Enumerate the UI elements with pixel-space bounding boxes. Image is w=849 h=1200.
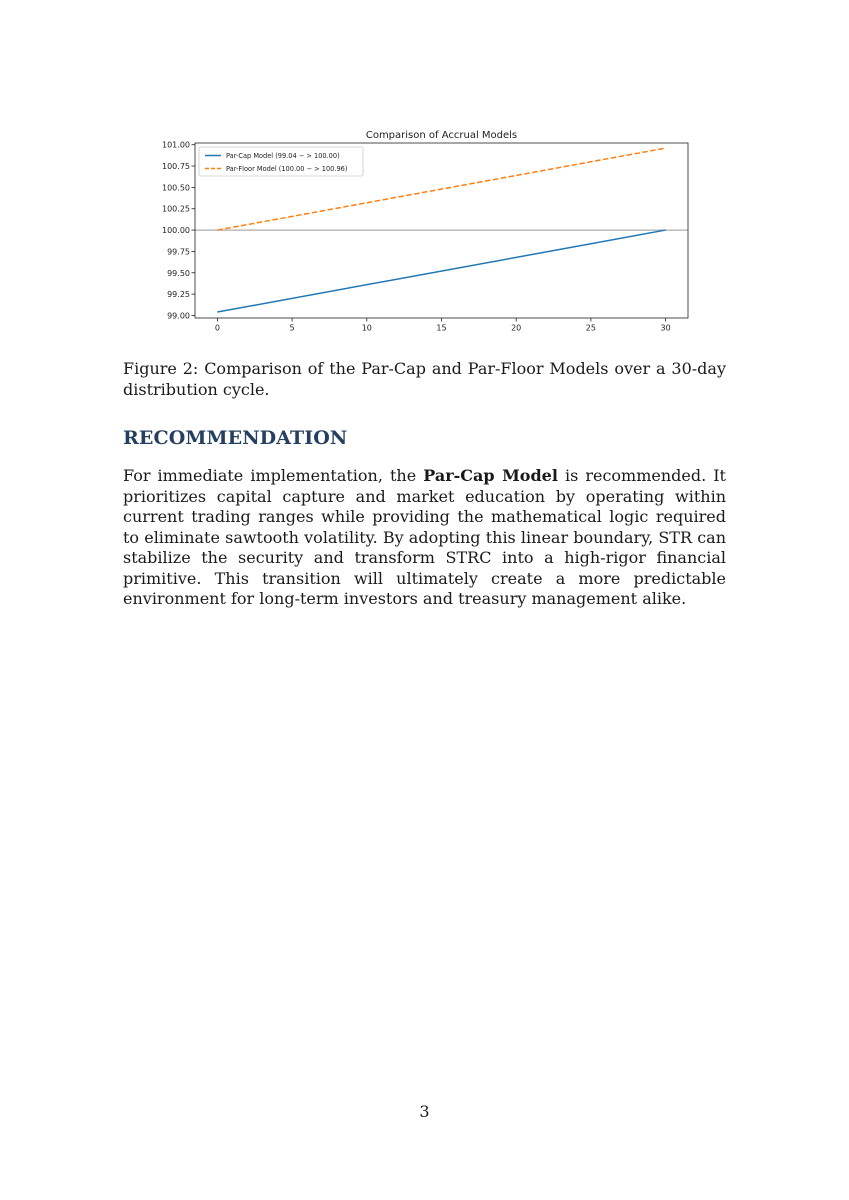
y-tick-label-8: 101.00: [162, 140, 190, 150]
paragraph-bold-model: Par-Cap Model: [423, 466, 558, 485]
section-heading-recommendation: RECOMMENDATION: [123, 427, 348, 449]
figure-accrual-comparison: [150, 124, 700, 339]
y-tick-label-1: 99.25: [167, 290, 190, 300]
paragraph-text-end: is recommended. It prioritizes capital capture and market education by operating within current trading ranges while providing the mathematical logic required to eliminate sawtooth volatility. By adopting this linear boundary, STR can stabilize the security and transform STRC into a high-rigor financial primitive. This transition will ultimately create a more predictable environment for long-term investors and treasury management alike.: [123, 466, 726, 608]
y-tick-label-3: 99.75: [167, 247, 190, 257]
x-tick-label-30: 30: [660, 323, 671, 333]
x-tick-label-0: 0: [214, 323, 220, 333]
x-tick-label-25: 25: [585, 323, 596, 333]
paragraph-text-start: For immediate implementation, the: [123, 466, 424, 485]
y-tick-label-2: 99.50: [167, 268, 190, 278]
series-line-par-cap: [217, 230, 665, 312]
y-tick-label-4: 100.00: [162, 226, 190, 236]
legend-label-par-cap: Par-Cap Model (99.04 − > 100.00): [226, 152, 340, 160]
chart-title: Comparison of Accrual Models: [365, 130, 518, 141]
legend-label-par-floor: Par-Floor Model (100.00 − > 100.96): [226, 165, 348, 173]
x-tick-label-15: 15: [436, 323, 447, 333]
y-tick-label-5: 100.25: [162, 204, 190, 214]
y-tick-label-0: 99.00: [167, 311, 190, 321]
page-number: 3: [419, 1102, 430, 1121]
y-tick-label-7: 100.75: [162, 162, 190, 172]
x-tick-label-20: 20: [511, 323, 522, 333]
x-tick-label-10: 10: [361, 323, 372, 333]
x-tick-label-5: 5: [289, 323, 295, 333]
y-tick-label-6: 100.50: [162, 183, 190, 193]
recommendation-paragraph: [123, 466, 726, 610]
accrual-line-chart: [150, 124, 700, 339]
figure-caption: Figure 2: Comparison of the Par-Cap and Par-Floor Models over a 30-day distribution cycle.: [123, 359, 726, 399]
